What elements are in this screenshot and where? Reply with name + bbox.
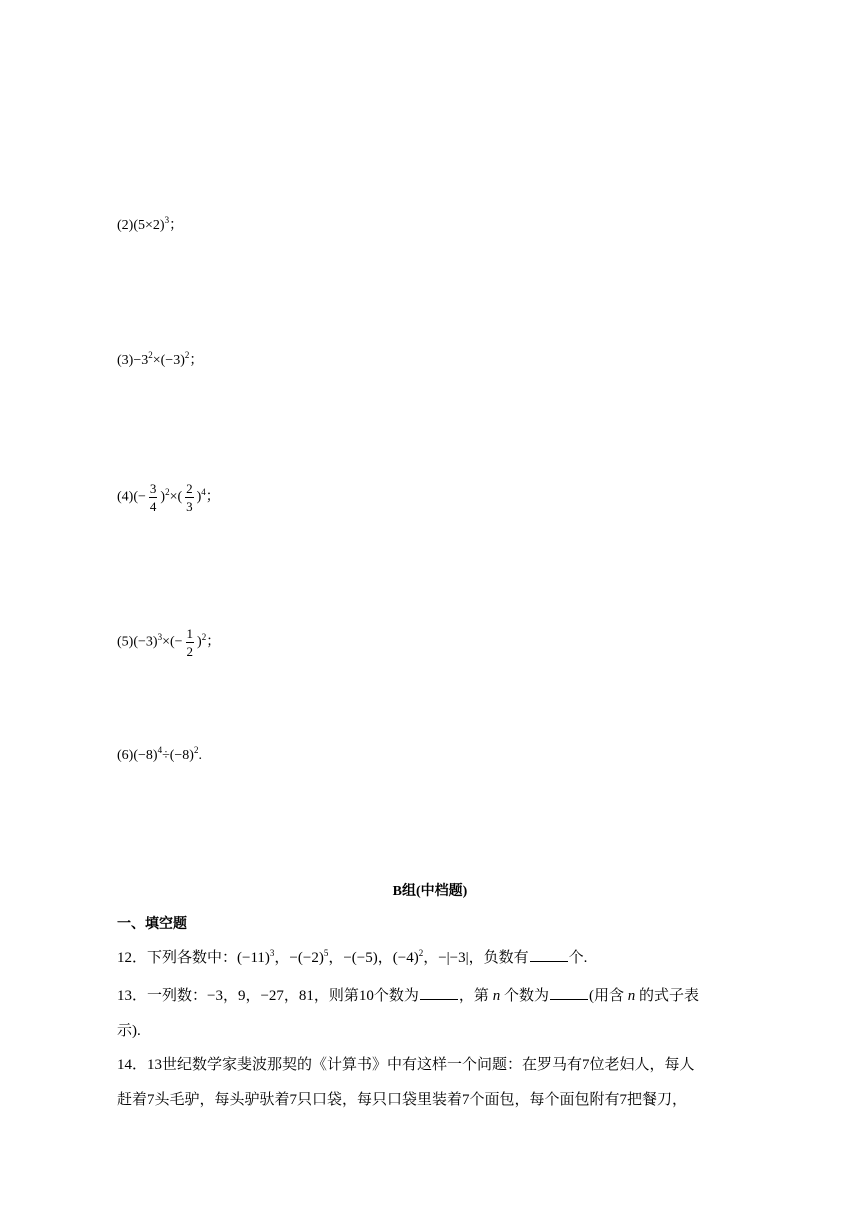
item-label: (2) bbox=[117, 218, 134, 233]
item-5 bbox=[117, 627, 220, 658]
item-label: (3) bbox=[117, 353, 134, 368]
term: ，−(−5)，(−4) bbox=[328, 950, 419, 966]
exponent: 2 bbox=[148, 350, 153, 360]
answer-blank bbox=[420, 998, 458, 1000]
question-12 bbox=[117, 946, 587, 967]
item-6 bbox=[117, 745, 202, 763]
terminator: ； bbox=[205, 489, 220, 505]
terminator: ； bbox=[169, 218, 184, 233]
expression: ×( bbox=[169, 489, 183, 505]
exponent: 2 bbox=[418, 948, 424, 958]
item-3 bbox=[117, 350, 204, 368]
expression: ) bbox=[196, 489, 202, 505]
exponent: 3 bbox=[269, 948, 275, 958]
question-14-line-2: 赶着7头毛驴，每头驴驮着7只口袋，每只口袋里装着7个面包，每个面包附有7把餐刀， bbox=[117, 1092, 688, 1108]
question-text: ，第 bbox=[458, 988, 493, 1004]
terminator: ； bbox=[189, 353, 204, 368]
item-4 bbox=[117, 482, 220, 513]
expression: ) bbox=[160, 489, 166, 505]
term: (−11) bbox=[237, 950, 270, 966]
fraction bbox=[185, 482, 194, 513]
exponent: 5 bbox=[323, 948, 329, 958]
expression: ×(− bbox=[162, 634, 183, 650]
item-label: (4) bbox=[117, 489, 134, 505]
terminator: ； bbox=[206, 634, 221, 650]
group-title: B组(中档题) bbox=[392, 884, 468, 899]
question-text: 的式子表 bbox=[635, 988, 699, 1004]
item-2 bbox=[117, 215, 184, 233]
terminator: . bbox=[198, 748, 202, 763]
question-14-line-1: 14．13世纪数学家斐波那契的《计算书》中有这样一个问题：在罗马有7位老妇人，每人 bbox=[117, 1057, 695, 1073]
question-13 bbox=[117, 984, 699, 1005]
term: ，−(−2) bbox=[274, 950, 324, 966]
expression: ×(−3) bbox=[152, 353, 185, 368]
expression: ÷(−8) bbox=[162, 748, 194, 763]
fraction bbox=[149, 482, 158, 513]
exponent: 4 bbox=[201, 486, 206, 497]
numerator: 1 bbox=[186, 626, 194, 641]
expression: (− bbox=[133, 489, 146, 505]
question-text: 个. bbox=[568, 950, 588, 966]
numerator: 2 bbox=[186, 481, 193, 496]
term: ，−|−3|，负数有 bbox=[423, 950, 529, 966]
expression: ) bbox=[197, 634, 202, 650]
exponent: 2 bbox=[165, 486, 170, 497]
section-title: 一、填空题 bbox=[117, 916, 187, 932]
expression: (−8) bbox=[133, 748, 158, 763]
exponent: 2 bbox=[201, 631, 207, 642]
exponent: 4 bbox=[157, 745, 163, 755]
numerator: 3 bbox=[149, 481, 157, 496]
item-label: (5) bbox=[117, 634, 134, 650]
exponent: 3 bbox=[157, 631, 163, 642]
denominator: 3 bbox=[186, 498, 193, 514]
question-text: 12．下列各数中： bbox=[117, 950, 238, 966]
variable-n: n bbox=[627, 988, 636, 1004]
fraction bbox=[186, 627, 195, 658]
variable-n: n bbox=[492, 988, 501, 1004]
question-text: 13．一列数：−3，9，−27，81，则第10个数为 bbox=[117, 988, 419, 1004]
item-label: (6) bbox=[117, 748, 134, 763]
answer-blank bbox=[550, 998, 588, 1000]
expression: (5×2) bbox=[133, 218, 165, 233]
expression: −3 bbox=[133, 353, 149, 368]
denominator: 4 bbox=[149, 498, 157, 514]
exponent: 2 bbox=[193, 745, 199, 755]
denominator: 2 bbox=[186, 643, 194, 659]
question-text: (用含 bbox=[588, 988, 628, 1004]
answer-blank bbox=[530, 960, 568, 962]
question-13-line-2: 示). bbox=[117, 1023, 141, 1039]
exponent: 2 bbox=[184, 350, 190, 360]
expression: (−3) bbox=[133, 634, 158, 650]
exponent: 3 bbox=[164, 215, 170, 225]
question-text: 个数为 bbox=[500, 988, 549, 1004]
